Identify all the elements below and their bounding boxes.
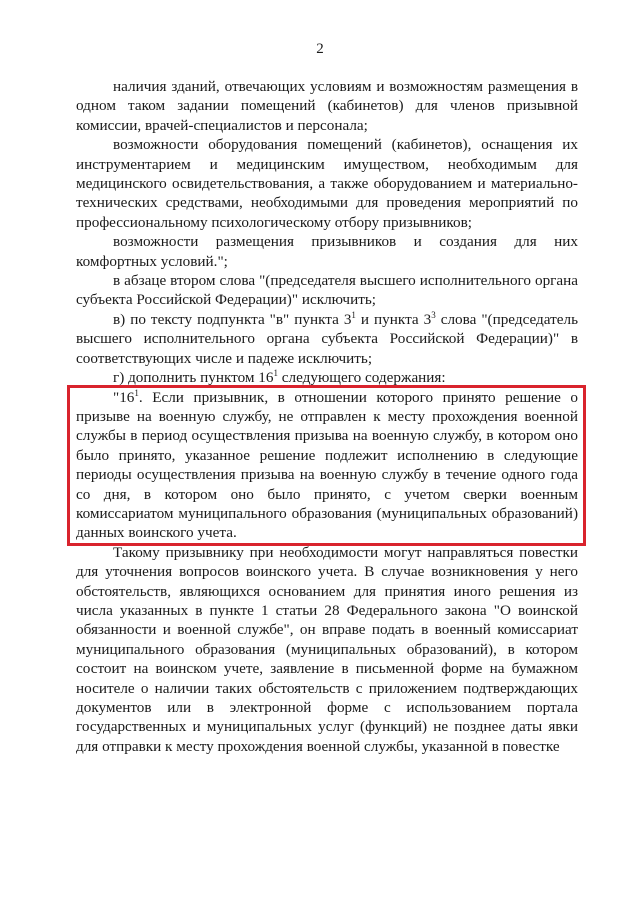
highlighted-sup: 1 [134, 387, 139, 398]
paragraph-exclude-chairman: в абзаце втором слова "(председателя высшего исполнительного органа субъекта Российской Федерации)" исключить; [76, 272, 578, 309]
highlighted-section [76, 388, 578, 543]
paragraph-v-text-b: и пункта 3 [355, 310, 432, 328]
highlighted-text-a: "16 [113, 388, 135, 406]
paragraph-v-sup-1: 1 [351, 309, 356, 320]
paragraph-accommodation: возможности размещения призывников и создания для них комфортных условий."; [76, 233, 578, 270]
paragraph-v-sup-3: 3 [431, 309, 436, 320]
paragraph-v-text-a: в) по тексту подпункта "в" пункта 3 [113, 310, 352, 328]
paragraph-v [76, 310, 578, 368]
page-number: 2 [316, 41, 324, 57]
paragraph-g-text-a: г) дополнить пунктом 16 [113, 369, 274, 387]
paragraph-equipment: возможности оборудования помещений (кабинетов), оснащения их инструментарием и медицинским имуществом, необходимым для медицинского освидетельствования, а также оборудованием и материально-технических средствами, необходимыми для проведения мероприятий по профессиональному психологическому отбору призывников; [76, 136, 578, 231]
paragraph-v-text-c: слова "(председатель высшего исполнительного органа субъекта Российской Федерации)" в соответствующих числе и падеже исключить; [76, 310, 579, 367]
paragraph-g-text-b: следующего содержания: [277, 369, 446, 387]
paragraph-g-sup: 1 [273, 368, 278, 379]
paragraph-highlighted [76, 388, 578, 543]
highlighted-text-b: . Если призывник, в отношении которого принято решение о призыве на военную службу, не отправлен к месту прохождения военной службы в период осуществления призыва на военную службу, в котором оно было принято, указанное решение подлежит исполнению в следующие периоды осуществления призыва на военную службу в течение одного года со дня, в котором оно было принято, с учетом сверки военным комиссариатом муниципального образования (муниципальных образований) данных воинского учета. [76, 388, 578, 542]
paragraph-final: Такому призывнику при необходимости могут направляться повестки для уточнения вопросов воинского учета. В случае возникновения у него обстоятельств, являющихся основанием для принятия иного решения из числа указанных в пункте 1 статьи 28 Федерального закона "О воинской обязанности и военной службе", он вправе подать в военный комиссариат муниципального образования (муниципальных образований), в котором состоит на воинском учете, заявление в письменной форме на бумажном носителе о наличии таких обстоятельств с приложением подтверждающих документов или в электронной форме с использованием портала государственных и муниципальных услуг (функций) не позднее даты явки для отправки к месту прохождения военной службы, указанной в повестке [76, 543, 578, 755]
document-body [76, 77, 578, 756]
paragraph-buildings: наличия зданий, отвечающих условиям и возможностям размещения в одном таком задании помещений (кабинетов) для членов призывной комиссии, врачей-специалистов и персонала; [76, 78, 578, 134]
paragraph-g [76, 368, 578, 387]
